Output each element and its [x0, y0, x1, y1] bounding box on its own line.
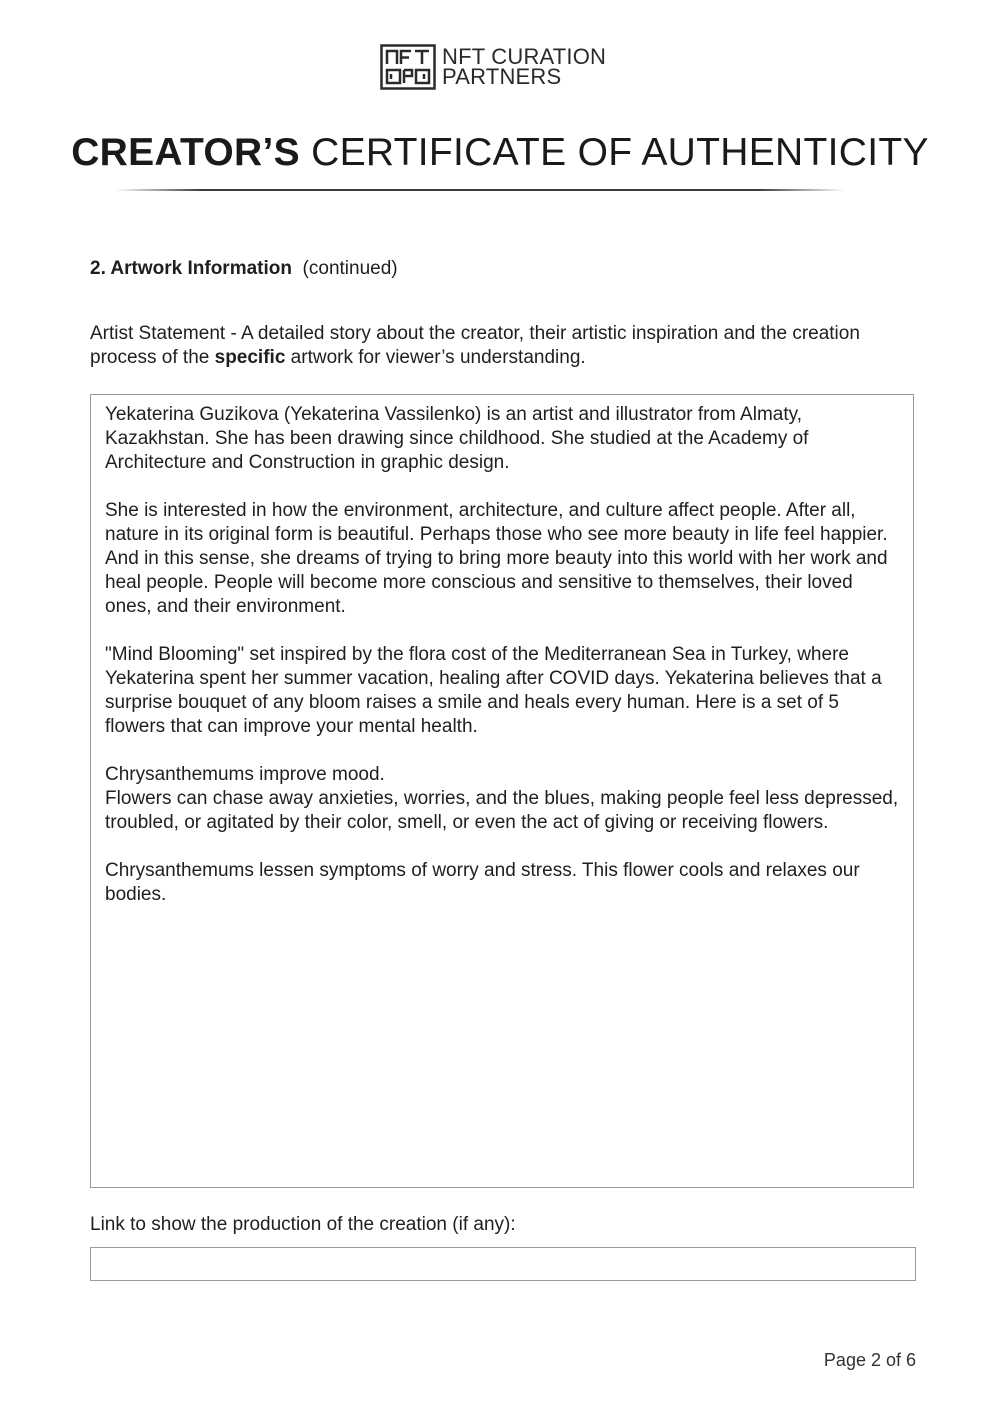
page-title-regular: CERTIFICATE OF AUTHENTICITY — [311, 131, 929, 174]
statement-paragraph-6: Chrysanthemums lessen symptoms of worry and stress. This flower cools and relaxes our bodies. — [105, 860, 860, 905]
page-title — [0, 130, 1000, 176]
page-title-bold: CREATOR’S — [71, 131, 300, 174]
artist-statement-field[interactable] — [90, 394, 914, 1188]
production-link-input[interactable] — [90, 1247, 916, 1281]
brand-name-line2: PARTNERS — [442, 64, 562, 89]
brand-name-line1: NFT CURATION — [442, 44, 607, 69]
section-suffix: (continued) — [302, 258, 398, 279]
statement-paragraph-4: Chrysanthemums improve mood. — [105, 764, 385, 785]
title-divider — [115, 189, 845, 191]
intro-text-1: Artist Statement - A detailed story about the creator, their artistic inspiration and the creation process of the — [90, 323, 860, 368]
nft-monogram-icon — [380, 44, 436, 90]
statement-paragraph-3: "Mind Blooming" set inspired by the flora cost of the Mediterranean Sea in Turkey, where Yekaterina spent her summer vacation, healing after COVID days. Yekaterina believes that a surprise bouquet of any bloom raises a smile and heals every human. Here is a set of 5 flowers that can improve your mental health. — [105, 644, 882, 737]
brand-name — [442, 44, 607, 89]
intro-text-2: artwork for viewer’s understanding. — [285, 347, 586, 368]
brand-logo — [380, 44, 606, 90]
artist-statement-description — [90, 322, 920, 370]
statement-paragraph-2: She is interested in how the environment, architecture, and culture affect people. After all, nature in its original form is beautiful. Perhaps those who see more beauty in life feel happier. And in this sense, she dreams of trying to bring more beauty into this world with her work and heal people. People will become more conscious and sensitive to themselves, their loved ones, and their environment. — [105, 500, 888, 617]
statement-paragraph-1: Yekaterina Guzikova (Yekaterina Vassilenko) is an artist and illustrator from Almaty, Kazakhstan. She has been drawing since childhood. She studied at the Academy of Architecture and Construction in graphic design. — [105, 404, 809, 473]
page-number: Page 2 of 6 — [823, 1350, 916, 1370]
statement-paragraph-5: Flowers can chase away anxieties, worries, and the blues, making people feel less depressed, troubled, or agitated by their color, smell, or even the act of giving or receiving flowers. — [105, 788, 899, 833]
production-link-label: Link to show the production of the creation (if any): — [90, 1214, 516, 1235]
section-heading — [90, 257, 398, 281]
intro-emphasis: specific — [214, 347, 286, 368]
section-title: 2. Artwork Information — [90, 258, 292, 279]
